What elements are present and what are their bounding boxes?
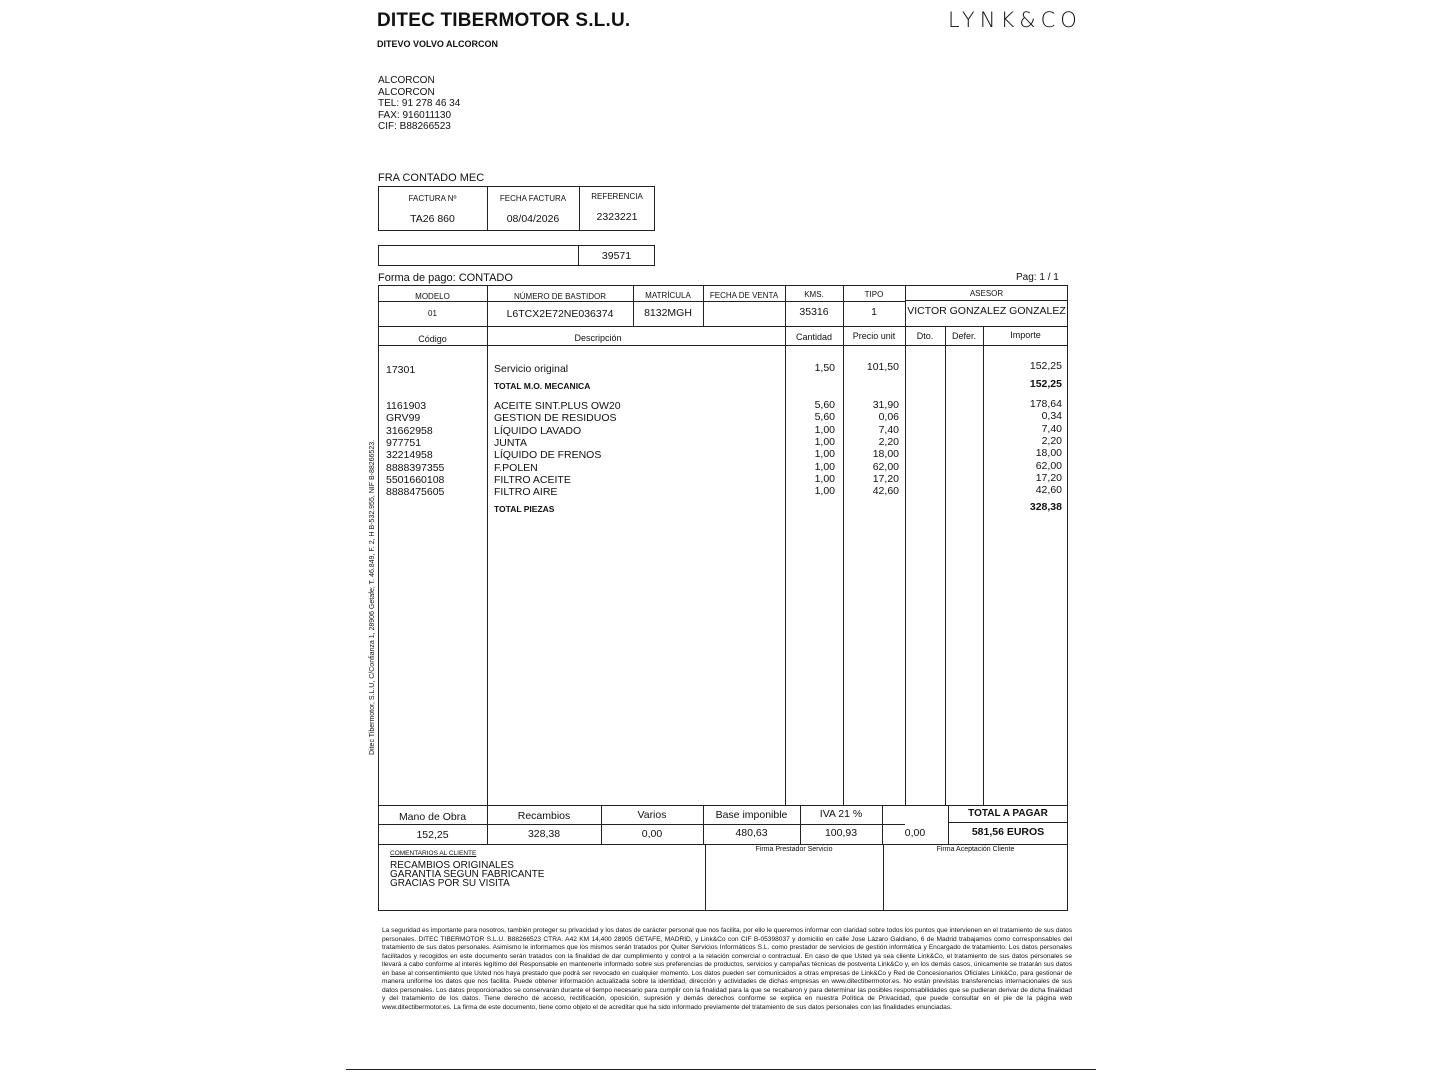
total-misc: 0,00 [641, 828, 663, 840]
invoice-number: TA26 860 [410, 213, 455, 225]
payment-label: Forma de pago: [378, 272, 456, 284]
vehicle-header-kms: KMS. [804, 290, 824, 299]
comment-line: RECAMBIOS ORIGINALES [390, 860, 514, 871]
part-description: ACEITE SINT.PLUS OW20 [494, 400, 621, 412]
bottom-divider [346, 1069, 1096, 1070]
part-price: 17,20 [872, 472, 899, 485]
vehicle-advisor: VICTOR GONZALEZ GONZALEZ [907, 305, 1066, 317]
labour-price: 101,50 [866, 361, 899, 373]
total-vat: 100,93 [824, 827, 858, 839]
part-code: 5501660108 [386, 473, 445, 486]
comment-line: GRACIAS POR SU VISITA [390, 878, 510, 889]
vehicle-header-advisor: ASESOR [969, 289, 1004, 298]
part-qty: 1,00 [814, 435, 835, 448]
part-qty: 1,00 [814, 485, 835, 498]
vehicle-type: 1 [871, 306, 877, 318]
payment-value: CONTADO [458, 272, 513, 284]
address-line: ALCORCON [378, 75, 435, 86]
total-misc-label: Varios [637, 809, 667, 821]
vehicle-header-type: TIPO [864, 290, 884, 299]
labour-qty: 1,50 [814, 362, 835, 374]
vehicle-header-vin: NÚMERO DE BASTIDOR [513, 292, 606, 301]
part-price: 18,00 [872, 448, 899, 461]
page-number: Pag: 1 / 1 [1016, 272, 1059, 283]
payment-method [378, 272, 513, 284]
comments-label: COMENTARIOS AL CLIENTE [390, 850, 477, 857]
total-base: 480,63 [735, 827, 768, 839]
part-code: 977751 [386, 436, 422, 449]
vehicle-header-model: MODELO [415, 292, 450, 301]
part-code: 8888475605 [386, 486, 445, 499]
part-description: F.POLEN [494, 461, 538, 474]
comments-text [390, 861, 544, 888]
part-price: 7,40 [878, 423, 899, 436]
col-deferred: Defer. [951, 331, 976, 341]
part-amount: 17,20 [1035, 471, 1062, 484]
vehicle-plate: 8132MGH [644, 307, 692, 319]
parts-total: 328,38 [1029, 501, 1062, 513]
part-price: 31,90 [872, 399, 899, 411]
col-unit-price: Precio unit [852, 331, 896, 341]
part-code: 1161903 [386, 400, 427, 412]
total-parts: 328,38 [527, 828, 561, 840]
cif-line: CIF: B88266523 [378, 121, 451, 132]
part-qty: 5,60 [814, 411, 835, 424]
vehicle-kms: 35316 [799, 306, 829, 318]
part-amount: 178,64 [1029, 398, 1062, 410]
brand-logo-text: LYNK&CO [948, 8, 1082, 32]
privacy-notice: La seguridad es importante para nosotros, también proteger su privacidad y los datos de carácter personal que nos facilita, por ello le queremos informar con claridad sobre todos los puntos que intervienen en el tratamiento de sus datos personales. DITEC TIBERMOTOR S.L.U. B88266523 CTRA. A42 KM 14,400 28905 GETAFE, MADRID, y Link&Co con CIF B-05398037 y domicilio en calle Jose Lázaro Galdiano, 6 de Madrid trabajamos como corresponsables del tratamiento de sus datos personales. Asimismo le informamos que los mismos serán tratados por Quiter Servicios Informáticos S.L. como prestador de servicios de gestión informática y Encargado de tratamiento. Los datos personales facilitados y recogidos en este documento serán tratados con la finalidad de dar cumplimiento y control a la relación comercial o contractual. En caso de que Usted ya sea cliente Link&Co, el tratamiento de sus datos personales se llevará a cabo conforme al interés legítimo del Responsable en mantenerle informado sobre sus preferencias de productos, servicios y campañas técnicas de postventa Link&Co y, en los demás casos, únicamente se tratarán sus datos en base al consentimiento que Usted nos haya prestado que podrá ser revocado en cualquier momento. Los datos pueden ser comunicados a otras empresas de Link&Co y Red de Concesionarios Oficiales Link&Co, para gestionar de manera uniforme los datos que nos facilita. Puede obtener información actualizada sobre la identidad, dirección y actividades de dichas empresas en www.ditectibermotor.es. No están previstas transferencias internacionales de sus datos personales. Los datos proporcionados se conservarán durante el tiempo necesario para cumplir con la finalidad para la que se recabaron y para determinar las posibles responsabilidades que se pudieran derivar de dicha finalidad y del tratamiento de los datos. Tiene derecho de acceso, rectificación, oposición, supresión y demás derechos conforme se explica en nuestra Política de Privacidad, que puede consultar en el pie de la página web www.ditectibermotor.es. La firma de este documento, tiene como objeto el de acreditar que ha sido informado previamente del tratamiento de sus datos personales con las finalidades enunciadas. [382, 927, 1072, 1011]
part-description: JUNTA [494, 436, 528, 449]
total-vat-label: IVA 21 % [819, 808, 863, 820]
labour-code: 17301 [386, 364, 416, 376]
vehicle-vin: L6TCX2E72NE036374 [506, 308, 614, 320]
part-qty: 1,00 [814, 472, 835, 485]
part-price: 2,20 [878, 435, 899, 448]
part-code: 8888397355 [386, 461, 445, 474]
vehicle-model: 01 [428, 309, 437, 318]
part-price: 62,00 [872, 460, 899, 473]
part-qty: 1,00 [814, 460, 835, 473]
part-price: 42,60 [872, 485, 899, 498]
part-description: FILTRO ACEITE [494, 473, 571, 486]
invoice-number-label: FACTURA Nº [408, 194, 457, 203]
part-description: GESTION DE RESIDUOS [494, 412, 617, 425]
col-amount: Importe [1010, 330, 1041, 340]
labour-description: Servicio original [494, 363, 569, 375]
part-amount: 7,40 [1041, 422, 1062, 435]
brand-logo [948, 8, 1082, 32]
part-description: LÍQUIDO DE FRENOS [494, 449, 602, 462]
total-parts-label: Recambios [517, 810, 571, 822]
part-price: 0,06 [878, 411, 899, 424]
parts-total-label: TOTAL PIEZAS [494, 504, 555, 514]
client-code: 39571 [601, 250, 632, 262]
part-amount: 0,34 [1041, 410, 1062, 423]
col-discount: Dto. [916, 331, 934, 341]
col-quantity: Cantidad [795, 332, 833, 342]
comment-line: GARANTIA SEGUN FABRICANTE [390, 869, 545, 880]
part-code: 31662958 [386, 424, 433, 437]
vehicle-header-plate: MATRÍCULA [645, 291, 691, 300]
address-block [378, 75, 460, 133]
client-signature-label: Firma Aceptación Cliente [936, 846, 1015, 853]
total-labour-label: Mano de Obra [398, 811, 467, 823]
part-qty: 5,60 [814, 399, 835, 411]
part-qty: 1,00 [814, 423, 835, 436]
part-description: FILTRO AIRE [494, 486, 558, 499]
part-code: 32214958 [386, 449, 433, 462]
part-amount: 42,60 [1035, 484, 1062, 497]
total-to-pay: 581,56 EUROS [971, 826, 1045, 838]
part-amount: 62,00 [1035, 459, 1062, 472]
dealer-name: DITEVO VOLVO ALCORCON [377, 39, 499, 49]
total-to-pay-label: TOTAL A PAGAR [968, 808, 1048, 819]
invoice-date-label: FECHA FACTURA [499, 194, 567, 203]
registry-info: Ditec Tibermotor, S.L.U, C/Confianza 1, 28906 Getafe; T. 46.849, F. 2, H B-532.955, NIF B-88266523. [369, 439, 376, 755]
labour-amount: 152,25 [1029, 360, 1062, 372]
address-line: ALCORCON [378, 86, 435, 98]
invoice-ref-label: REFERENCIA [591, 192, 643, 201]
total-labour: 152,25 [416, 829, 449, 841]
vehicle-header-sale-date: FECHA DE VENTA [709, 291, 779, 300]
part-code: GRV99 [386, 412, 421, 425]
invoice-type: FRA CONTADO MEC [378, 172, 485, 184]
part-description: LÍQUIDO LAVADO [494, 424, 582, 437]
phone-line: TEL: 91 278 46 34 [378, 98, 461, 109]
labour-total: 152,25 [1029, 378, 1062, 390]
fax-line: FAX: 916011130 [378, 109, 452, 121]
total-base-label: Base imponible [715, 809, 788, 821]
part-qty: 1,00 [814, 448, 835, 461]
col-description: Descripción [574, 333, 622, 343]
part-amount: 18,00 [1035, 447, 1062, 460]
invoice-ref: 2323221 [596, 211, 638, 223]
total-other: 0,00 [904, 827, 926, 839]
provider-signature-label: Firma Prestador Servicio [755, 846, 833, 853]
labour-total-label: TOTAL M.O. MECANICA [494, 381, 591, 391]
invoice-date: 08/04/2026 [506, 213, 560, 225]
company-name: DITEC TIBERMOTOR S.L.U. [377, 10, 631, 31]
part-amount: 2,20 [1041, 434, 1062, 447]
col-code: Código [418, 334, 447, 344]
